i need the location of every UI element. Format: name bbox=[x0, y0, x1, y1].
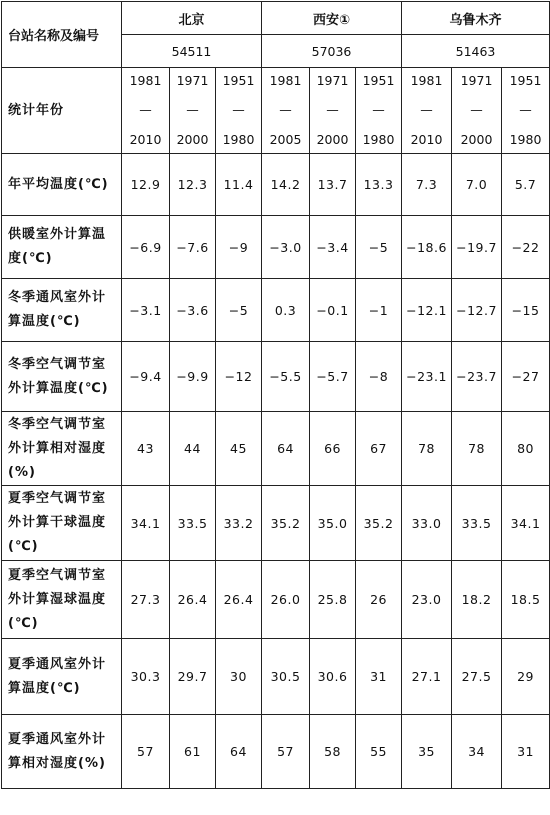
value-cell: 78 bbox=[402, 412, 452, 486]
row-label: 供暖室外计算温度(℃) bbox=[2, 216, 122, 279]
value-cell: −6.9 bbox=[122, 216, 170, 279]
value-cell: −5 bbox=[356, 216, 402, 279]
period-header-label: 统计年份 bbox=[2, 68, 122, 154]
value-cell: 44 bbox=[170, 412, 216, 486]
period-start: 1951 bbox=[509, 72, 542, 88]
period-cell bbox=[402, 68, 452, 154]
value-cell: 80 bbox=[502, 412, 550, 486]
value-cell: 27.3 bbox=[122, 561, 170, 639]
period-end: 2000 bbox=[460, 132, 493, 147]
period-start: 1981 bbox=[269, 72, 302, 88]
value-cell: −15 bbox=[502, 279, 550, 342]
value-cell: −3.6 bbox=[170, 279, 216, 342]
value-cell: −18.6 bbox=[402, 216, 452, 279]
value-cell: 34 bbox=[452, 715, 502, 789]
value-cell: 30 bbox=[216, 639, 262, 715]
period-end: 2005 bbox=[269, 132, 302, 147]
value-cell: 13.3 bbox=[356, 154, 402, 216]
value-cell: 18.5 bbox=[502, 561, 550, 639]
row-label: 夏季空气调节室外计算湿球温度(℃) bbox=[2, 561, 122, 639]
value-cell: 18.2 bbox=[452, 561, 502, 639]
value-cell: 0.3 bbox=[262, 279, 310, 342]
period-start: 1971 bbox=[460, 72, 493, 88]
value-cell: −3.1 bbox=[122, 279, 170, 342]
value-cell: 12.3 bbox=[170, 154, 216, 216]
value-cell: 27.5 bbox=[452, 639, 502, 715]
value-cell: −3.4 bbox=[310, 216, 356, 279]
period-dash: — bbox=[420, 102, 433, 118]
period-cell bbox=[452, 68, 502, 154]
station-code: 54511 bbox=[122, 35, 262, 68]
station-header-label: 台站名称及编号 bbox=[2, 2, 122, 68]
value-cell: 34.1 bbox=[502, 486, 550, 561]
row-label: 夏季空气调节室外计算干球温度(℃) bbox=[2, 486, 122, 561]
value-cell: −5.7 bbox=[310, 342, 356, 412]
period-start: 1981 bbox=[129, 72, 162, 88]
value-cell: 7.3 bbox=[402, 154, 452, 216]
period-cell bbox=[170, 68, 216, 154]
period-end: 2000 bbox=[316, 132, 349, 147]
value-cell: −27 bbox=[502, 342, 550, 412]
value-cell: −1 bbox=[356, 279, 402, 342]
value-cell: 30.3 bbox=[122, 639, 170, 715]
value-cell: −9 bbox=[216, 216, 262, 279]
value-cell: 58 bbox=[310, 715, 356, 789]
row-label: 夏季通风室外计算相对湿度(%) bbox=[2, 715, 122, 789]
period-dash: — bbox=[519, 102, 532, 118]
value-cell: 33.0 bbox=[402, 486, 452, 561]
value-cell: 30.6 bbox=[310, 639, 356, 715]
value-cell: 26.4 bbox=[170, 561, 216, 639]
period-cell bbox=[216, 68, 262, 154]
value-cell: 35.2 bbox=[262, 486, 310, 561]
period-end: 1980 bbox=[362, 132, 395, 147]
period-cell bbox=[356, 68, 402, 154]
value-cell: 31 bbox=[356, 639, 402, 715]
value-cell: −12.1 bbox=[402, 279, 452, 342]
value-cell: −9.9 bbox=[170, 342, 216, 412]
table-row bbox=[2, 154, 550, 216]
value-cell: 57 bbox=[122, 715, 170, 789]
station-name: 乌鲁木齐 bbox=[402, 2, 550, 35]
period-cell bbox=[122, 68, 170, 154]
row-label: 夏季通风室外计算温度(℃) bbox=[2, 639, 122, 715]
period-dash: — bbox=[326, 102, 339, 118]
climate-data-table bbox=[1, 1, 550, 789]
table-row bbox=[2, 279, 550, 342]
row-label: 年平均温度(℃) bbox=[2, 154, 122, 216]
table-row bbox=[2, 216, 550, 279]
value-cell: −8 bbox=[356, 342, 402, 412]
value-cell: −5 bbox=[216, 279, 262, 342]
value-cell: 43 bbox=[122, 412, 170, 486]
period-start: 1951 bbox=[222, 72, 255, 88]
value-cell: 5.7 bbox=[502, 154, 550, 216]
table-row bbox=[2, 561, 550, 639]
value-cell: 25.8 bbox=[310, 561, 356, 639]
value-cell: 45 bbox=[216, 412, 262, 486]
value-cell: 30.5 bbox=[262, 639, 310, 715]
row-label: 冬季通风室外计算温度(℃) bbox=[2, 279, 122, 342]
period-start: 1971 bbox=[316, 72, 349, 88]
period-dash: — bbox=[139, 102, 152, 118]
value-cell: 55 bbox=[356, 715, 402, 789]
value-cell: 23.0 bbox=[402, 561, 452, 639]
data-rows bbox=[2, 154, 550, 789]
station-code: 57036 bbox=[262, 35, 402, 68]
station-code: 51463 bbox=[402, 35, 550, 68]
value-cell: 31 bbox=[502, 715, 550, 789]
table-row bbox=[2, 412, 550, 486]
value-cell: 26.0 bbox=[262, 561, 310, 639]
period-start: 1951 bbox=[362, 72, 395, 88]
value-cell: −22 bbox=[502, 216, 550, 279]
value-cell: 29 bbox=[502, 639, 550, 715]
period-dash: — bbox=[186, 102, 199, 118]
period-dash: — bbox=[372, 102, 385, 118]
station-name: 西安① bbox=[262, 2, 402, 35]
period-cell bbox=[262, 68, 310, 154]
period-start: 1981 bbox=[410, 72, 443, 88]
period-end: 1980 bbox=[222, 132, 255, 147]
station-name-row bbox=[2, 2, 550, 35]
period-end: 2010 bbox=[410, 132, 443, 147]
value-cell: −12 bbox=[216, 342, 262, 412]
value-cell: 11.4 bbox=[216, 154, 262, 216]
value-cell: 64 bbox=[216, 715, 262, 789]
row-label: 冬季空气调节室外计算相对湿度(%) bbox=[2, 412, 122, 486]
value-cell: 78 bbox=[452, 412, 502, 486]
value-cell: −7.6 bbox=[170, 216, 216, 279]
value-cell: −23.7 bbox=[452, 342, 502, 412]
period-dash: — bbox=[470, 102, 483, 118]
value-cell: 27.1 bbox=[402, 639, 452, 715]
period-cell bbox=[502, 68, 550, 154]
period-end: 2000 bbox=[176, 132, 209, 147]
value-cell: −3.0 bbox=[262, 216, 310, 279]
period-dash: — bbox=[232, 102, 245, 118]
value-cell: 33.5 bbox=[452, 486, 502, 561]
value-cell: 26 bbox=[356, 561, 402, 639]
table-row bbox=[2, 486, 550, 561]
value-cell: 35.0 bbox=[310, 486, 356, 561]
period-cell bbox=[310, 68, 356, 154]
period-start: 1971 bbox=[176, 72, 209, 88]
period-end: 2010 bbox=[129, 132, 162, 147]
value-cell: 33.5 bbox=[170, 486, 216, 561]
value-cell: 67 bbox=[356, 412, 402, 486]
value-cell: 34.1 bbox=[122, 486, 170, 561]
value-cell: 7.0 bbox=[452, 154, 502, 216]
period-dash: — bbox=[279, 102, 292, 118]
period-row bbox=[2, 68, 550, 154]
value-cell: 29.7 bbox=[170, 639, 216, 715]
value-cell: −0.1 bbox=[310, 279, 356, 342]
value-cell: 64 bbox=[262, 412, 310, 486]
table-row bbox=[2, 342, 550, 412]
value-cell: 26.4 bbox=[216, 561, 262, 639]
value-cell: 33.2 bbox=[216, 486, 262, 561]
value-cell: −12.7 bbox=[452, 279, 502, 342]
value-cell: 13.7 bbox=[310, 154, 356, 216]
value-cell: −9.4 bbox=[122, 342, 170, 412]
value-cell: 14.2 bbox=[262, 154, 310, 216]
table-row bbox=[2, 715, 550, 789]
station-name: 北京 bbox=[122, 2, 262, 35]
value-cell: −5.5 bbox=[262, 342, 310, 412]
value-cell: −23.1 bbox=[402, 342, 452, 412]
value-cell: 57 bbox=[262, 715, 310, 789]
table-row bbox=[2, 639, 550, 715]
value-cell: 66 bbox=[310, 412, 356, 486]
row-label: 冬季空气调节室外计算温度(℃) bbox=[2, 342, 122, 412]
value-cell: 12.9 bbox=[122, 154, 170, 216]
value-cell: −19.7 bbox=[452, 216, 502, 279]
value-cell: 35 bbox=[402, 715, 452, 789]
period-end: 1980 bbox=[509, 132, 542, 147]
value-cell: 61 bbox=[170, 715, 216, 789]
value-cell: 35.2 bbox=[356, 486, 402, 561]
